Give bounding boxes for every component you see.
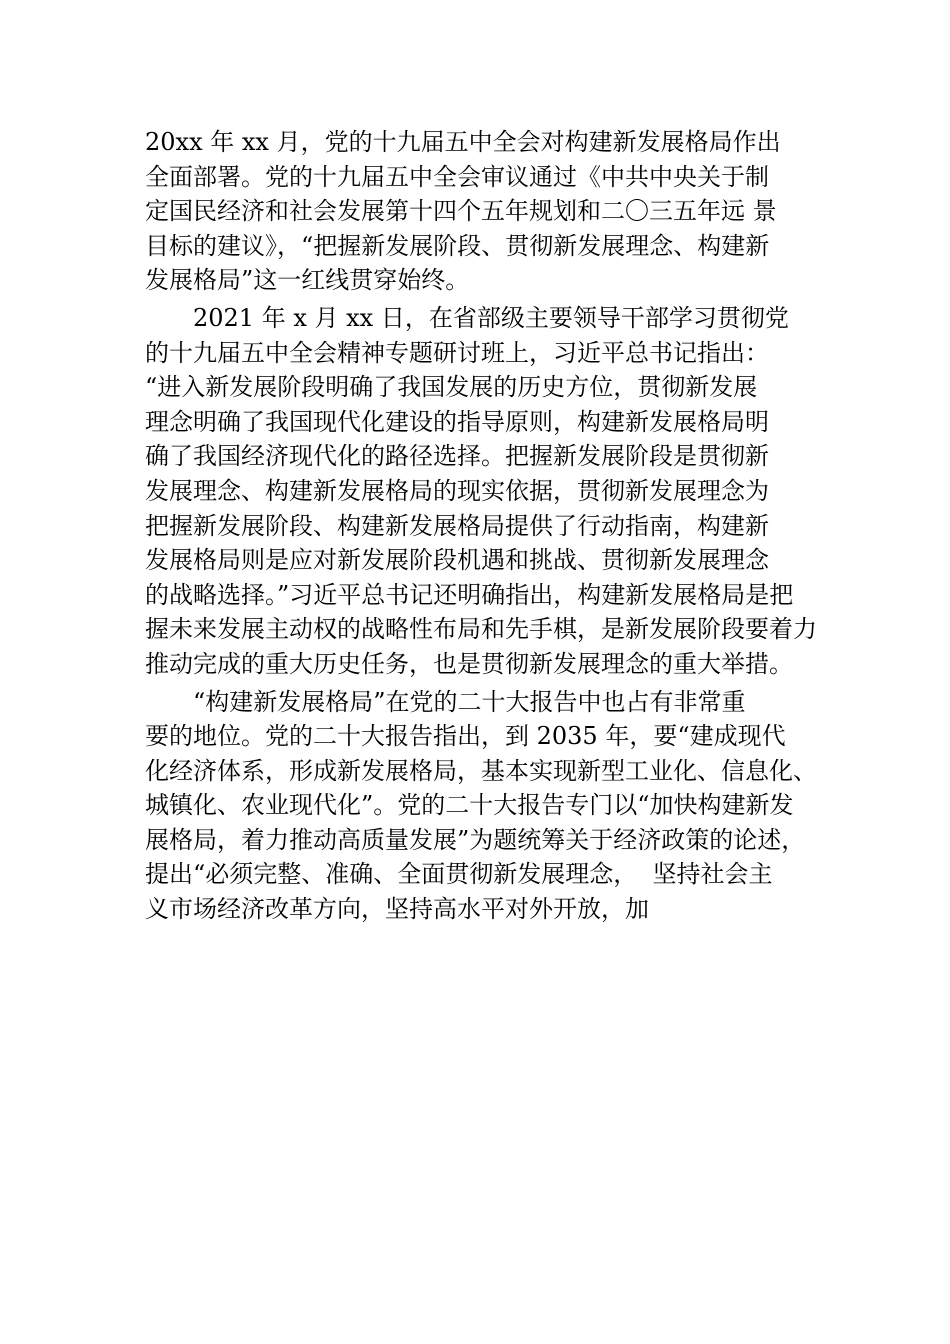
text-line: 城镇化、农业现代化”。党的二十大报告专门以“加快构建新发: [145, 791, 794, 820]
text-line: 把握新发展阶段、构建新发展格局提供了行动指南，构建新: [145, 511, 769, 540]
text-line: “进入新发展阶段明确了我国发展的历史方位，贯彻新发展: [145, 373, 758, 402]
document-body: [145, 125, 845, 927]
text-line: 发展理念、构建新发展格局的现实依据，贯彻新发展理念为: [145, 476, 769, 505]
text-line: 发展格局”这一红线贯穿始终。: [145, 266, 470, 295]
text-line: 发展格局则是应对新发展阶段机遇和挑战、贯彻新发展理念: [145, 546, 769, 575]
paragraph-2: [145, 301, 845, 682]
text-line: 确了我国经济现代化的路径选择。把握新发展阶段是贯彻新: [145, 442, 769, 471]
text-line: 定国民经济和社会发展第十四个五年规划和二〇三五年远 景: [145, 197, 777, 226]
text-line: “构建新发展格局”在党的二十大报告中也占有非常重: [145, 687, 746, 716]
text-line: 的战略选择。”习近平总书记还明确指出，构建新发展格局是把: [145, 580, 794, 609]
paragraph-1: [145, 125, 845, 298]
text-line: 目标的建议》，“把握新发展阶段、贯彻新发展理念、构建新: [145, 231, 770, 260]
text-line: 展格局，着力推动高质量发展”为题统筹关于经济政策的论述，: [145, 825, 806, 854]
text-line: 义市场经济改革方向，坚持高水平对外开放，加: [145, 895, 649, 924]
text-line: 化经济体系，形成新发展格局，基本实现新型工业化、信息化、: [145, 756, 817, 785]
text-line: 2021 年 x 月 xx 日，在省部级主要领导干部学习贯彻党: [145, 303, 789, 332]
text-line: 20xx 年 xx 月，党的十九届五中全会对构建新发展格局作出: [145, 128, 781, 156]
paragraph-3: [145, 685, 845, 927]
text-line: 理念明确了我国现代化建设的指导原则，构建新发展格局明: [145, 407, 769, 436]
text-line: 推动完成的重大历史任务，也是贯彻新发展理念的重大举措。: [145, 649, 793, 678]
text-line: 要的地位。党的二十大报告指出，到 2035 年，要“建成现代: [145, 722, 786, 751]
text-line: 提出“必须完整、准确、全面贯彻新发展理念， 坚持社会主: [145, 860, 773, 889]
text-line: 的十九届五中全会精神专题研讨班上，习近平总书记指出：: [145, 338, 769, 367]
text-line: 握未来发展主动权的战略性布局和先手棋，是新发展阶段要着力: [145, 615, 817, 644]
text-line: 全面部署。党的十九届五中全会审议通过《中共中央关于制: [145, 162, 769, 191]
